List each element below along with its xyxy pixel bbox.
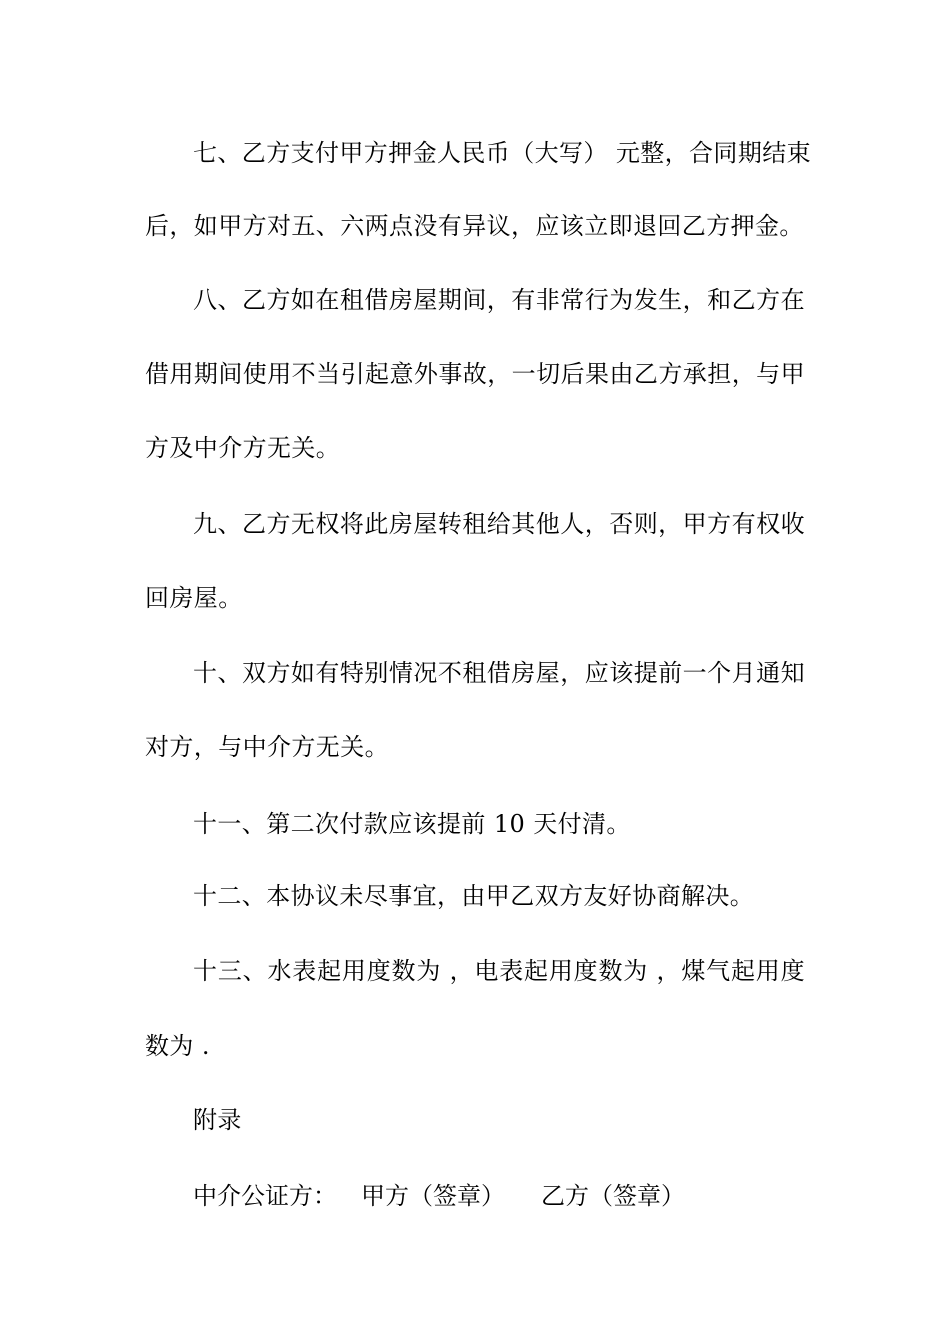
clause-8-line-2: 借用期间使用不当引起意外事故，一切后果由乙方承担，与甲 xyxy=(145,360,805,388)
clause-9-line-1: 九、乙方无权将此房屋转租给其他人，否则，甲方有权收 xyxy=(193,510,805,538)
clause-8-line-1: 八、乙方如在租借房屋期间，有非常行为发生，和乙方在 xyxy=(193,286,805,314)
clause-10-line-1: 十、双方如有特别情况不租借房屋，应该提前一个月通知 xyxy=(193,659,805,687)
clause-13-line-2: 数为 . xyxy=(145,1032,210,1060)
agent-signature-label: 中介公证方： xyxy=(193,1182,337,1210)
clause-9-line-2: 回房屋。 xyxy=(145,584,243,612)
clause-13-line-1: 十三、水表起用度数为 ，电表起用度数为 ，煤气起用度 xyxy=(193,957,805,985)
clause-11: 十一、第二次付款应该提前 10 天付清。 xyxy=(193,810,631,838)
clause-8-line-3: 方及中介方无关。 xyxy=(145,434,341,462)
signature-row xyxy=(193,1180,805,1212)
clause-7-line-1: 七、乙方支付甲方押金人民币（大写） 元整，合同期结束 xyxy=(193,139,812,167)
party-a-signature-label: 甲方（签章） xyxy=(361,1182,505,1210)
clause-7-line-2: 后，如甲方对五、六两点没有异议，应该立即退回乙方押金。 xyxy=(145,212,804,240)
appendix-label: 附录 xyxy=(193,1106,242,1134)
clause-10-line-2: 对方，与中介方无关。 xyxy=(145,733,389,761)
party-b-signature-label: 乙方（签章） xyxy=(541,1182,685,1210)
clause-12: 十二、本协议未尽事宜，由甲乙双方友好协商解决。 xyxy=(193,882,755,910)
